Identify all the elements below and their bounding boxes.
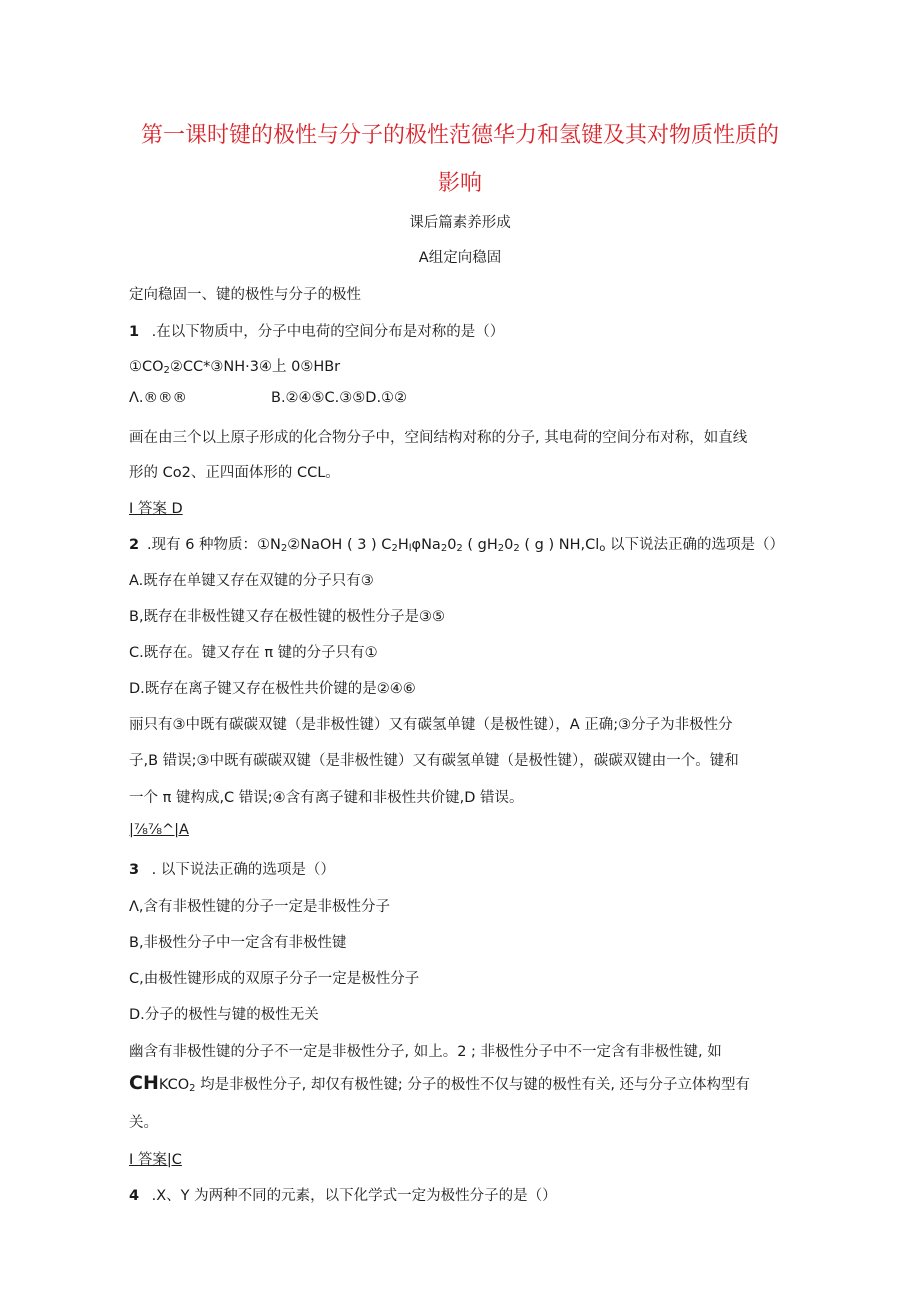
- stem-text: .现有 6 种物质：①N: [147, 537, 281, 553]
- question-1-stem: [129, 320, 504, 341]
- question-2-explanation-3: 一个 π 键构成,C 错误;④含有离子键和非极性共价键,D 错误。: [129, 790, 524, 806]
- question-1-options-bcd: B.②④⑤C.③⑤D.①②: [271, 390, 408, 406]
- subscript: 2: [456, 543, 463, 554]
- stem-text: H: [397, 537, 409, 553]
- stem-text: ②NaOH ( 3 ) C: [287, 537, 392, 553]
- question-2-option-b: B,既存在非极性键又存在极性键的极性分子是③⑤: [129, 609, 446, 625]
- question-3-option-b: B,非极性分子中一定含有非极性键: [129, 935, 347, 951]
- subscript: 2: [497, 543, 505, 554]
- question-3-option-a: Λ,含有非极性键的分子一定是非极性分子: [129, 899, 391, 915]
- title-line-2: 影响: [437, 171, 482, 196]
- item-text: ②CC*③NH·3④上 0⑤HBr: [169, 359, 341, 375]
- question-3-explanation-3: 关。: [129, 1115, 158, 1131]
- question-2-explanation-2: 子,B 错误;③中既有碳碳双键（是非极性键）又有碳氢单键（是极性键），碳碳双键由一个。键和: [129, 753, 739, 769]
- formula-text: CH: [129, 1072, 159, 1094]
- explanation-text: 均是非极性分子, 却仅有极性键; 分子的极性不仅与键的极性有关, 还与分子立体构型有: [195, 1077, 751, 1093]
- subscript: l: [408, 543, 412, 554]
- question-3-stem: [129, 858, 335, 879]
- section-heading: 定向稳固一、键的极性与分子的极性: [129, 287, 361, 303]
- question-2-explanation-1: 丽只有③中既有碳碳双键（是非极性键）又有碳氢单键（是极性键），A 正确;③分子为非极性分: [129, 717, 733, 733]
- question-text: . 以下说法正确的选项是（）: [151, 862, 335, 878]
- question-2-option-d: D.既存在离子键又存在极性共价键的是②④⑥: [129, 681, 416, 697]
- question-3-explanation-2: [129, 1072, 750, 1094]
- question-number: 4: [129, 1188, 140, 1204]
- subscript: 2: [163, 365, 170, 376]
- stem-text: 0: [504, 537, 514, 553]
- stem-text: ( gH: [462, 537, 498, 553]
- stem-text: 0: [447, 537, 457, 553]
- question-text: .X、Y 为两种不同的元素，以下化学式一定为极性分子的是（）: [151, 1188, 557, 1204]
- subscript: 2: [391, 543, 398, 554]
- stem-text: ( g ) NH,Cl: [519, 537, 600, 553]
- subscript: 2: [189, 1083, 196, 1094]
- question-1-explanation-1: 画在由三个以上原子形成的化合物分子中，空间结构对称的分子, 其电荷的空间分布对称，如直线: [129, 430, 748, 446]
- question-3-option-c: C,由极性键形成的双原子分子一定是极性分子: [129, 971, 420, 987]
- question-2-option-c: C.既存在。键又存在 π 键的分子只有①: [129, 645, 378, 661]
- question-number: 2: [129, 537, 140, 553]
- question-text: .在以下物质中，分子中电荷的空间分布是对称的是（）: [151, 324, 505, 340]
- subscript: 2: [440, 543, 448, 554]
- subscript: 2: [280, 543, 288, 554]
- item-text: ①CO: [129, 359, 164, 375]
- formula-text: KCO: [158, 1077, 190, 1093]
- question-number: 3: [129, 862, 140, 878]
- question-1-items: [129, 355, 340, 376]
- question-1-explanation-2: 形的 Co2、正四面体形的 CCL。: [129, 465, 340, 481]
- question-3-answer: I 答案|C: [129, 1152, 182, 1168]
- subtitle: 课后篇素养形成: [409, 215, 511, 231]
- question-2-stem: [129, 533, 784, 554]
- group-heading: A组定向稳固: [418, 250, 502, 266]
- question-3-option-d: D.分子的极性与键的极性无关: [129, 1007, 319, 1023]
- question-2-option-a: A.既存在单键又存在双键的分子只有③: [129, 573, 374, 589]
- subscript: 2: [513, 543, 520, 554]
- question-3-explanation-1: 幽含有非极性键的分子不一定是非极性分子, 如上。2 ; 非极性分子中不一定含有非极性键, 如: [129, 1044, 722, 1060]
- question-1-option-a: Λ.®®®: [129, 390, 188, 406]
- subscript: o: [599, 543, 606, 554]
- question-1-answer: I 答案 D: [129, 501, 183, 517]
- stem-text: 以下说法正确的选项是（）: [605, 537, 784, 553]
- question-4-stem: [129, 1184, 557, 1205]
- title-line-1: 第一课时键的极性与分子的极性范德华力和氢键及其对物质性质的: [140, 123, 779, 148]
- question-number: 1: [129, 324, 140, 340]
- question-2-answer: |⅞⅞^|A: [129, 822, 189, 838]
- stem-text: φNa: [411, 537, 441, 553]
